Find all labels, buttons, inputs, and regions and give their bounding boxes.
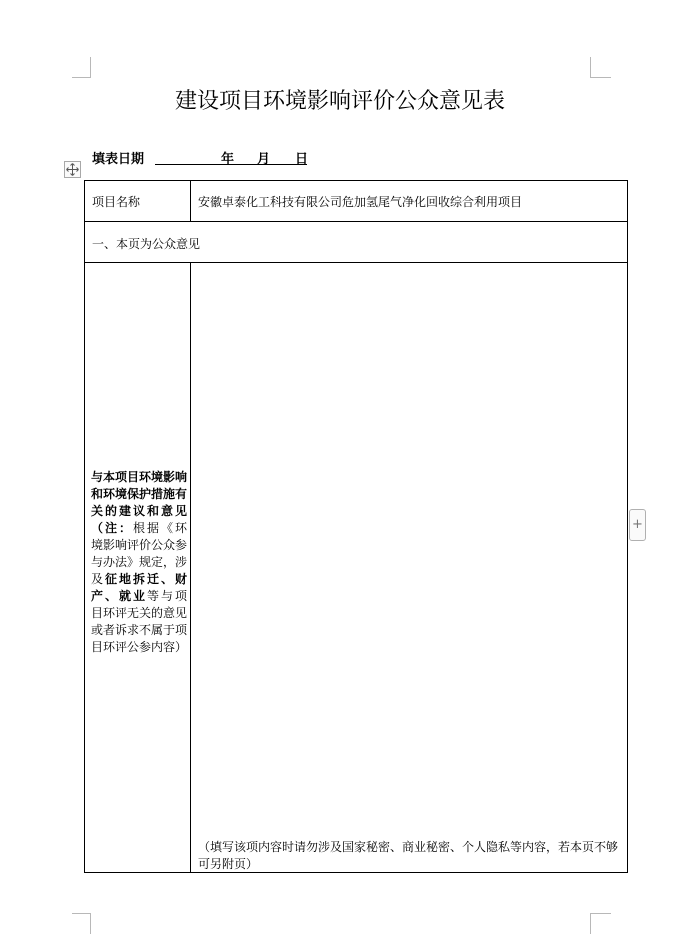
fill-date-label: 填表日期 — [92, 152, 145, 167]
date-month-label: 月 — [257, 152, 271, 167]
page-corner-mark-top-right — [590, 57, 611, 78]
document-title: 建设项目环境影响评价公众意见表 — [174, 89, 505, 114]
move-cross-icon — [66, 163, 79, 176]
date-day-label: 日 — [295, 152, 309, 167]
table-col-divider — [190, 262, 191, 872]
opinion-input-area[interactable] — [192, 264, 625, 832]
page-corner-mark-bottom-right — [590, 913, 611, 934]
table-move-handle[interactable] — [64, 161, 81, 178]
project-name-value[interactable]: 安徽卓泰化工科技有限公司危加氢尾气净化回收综合利用项目 — [198, 195, 523, 209]
date-year-label: 年 — [221, 152, 235, 167]
plus-icon: + — [632, 517, 643, 532]
opinion-table — [84, 180, 628, 873]
table-row-divider — [85, 221, 627, 222]
table-row-divider — [85, 262, 627, 263]
confidentiality-note: （填写该项内容时请勿涉及国家秘密、商业秘密、个人隐私等内容，若本页不够可另附页） — [198, 840, 619, 871]
page-corner-mark-top-left — [72, 57, 91, 78]
table-col-divider — [190, 181, 191, 221]
opinion-field-label: 与本项目环境影响和环境保护措施有关的建议和意见（注：根据《环境影响评价公众参与办法》规定，涉及征地拆迁、财产、就业等与项目环评无关的意见或者诉求不属于项目环评公参内容） — [91, 470, 188, 654]
section-public-opinion: 一、本页为公众意见 — [92, 237, 201, 251]
project-name-label: 项目名称 — [92, 195, 141, 209]
page-corner-mark-bottom-left — [72, 913, 91, 934]
add-row-button[interactable] — [629, 509, 646, 541]
